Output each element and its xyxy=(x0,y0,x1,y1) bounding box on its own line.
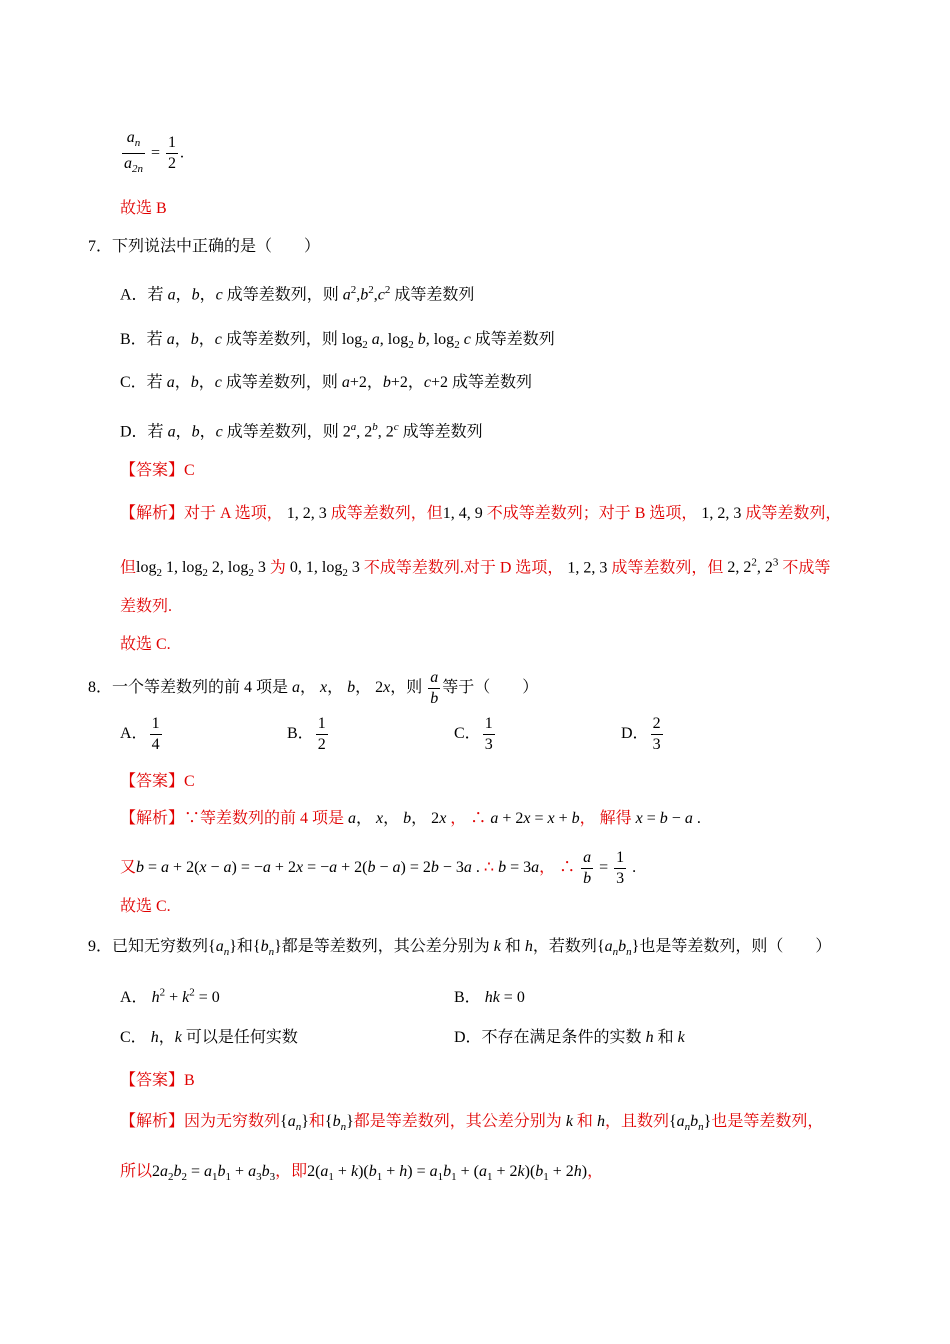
q9-analysis-line1: 【解析】因为无穷数列$\{a_n\}$和$\{b_n\}$都是等差数列，其公差分别为 k 和 h，且数列$\{a_nb_n\}$也是等差数列， xyxy=(120,1113,824,1134)
q8-answer: 【答案】C xyxy=(120,773,195,790)
q7-analysis-line1: 【解析】对于 A 选项， 1, 2, 3 成等差数列，但1, 4, 9 不成等差数列；对于 B 选项， 1, 2, 3 成等差数列， xyxy=(120,505,842,522)
q9-answer: 【答案】B xyxy=(120,1072,195,1089)
q7-option-a: A．若 a，b，c 成等差数列，则 $a^2,b^2,c^2$ 成等差数列 xyxy=(120,284,475,304)
q6-conclusion: 故选 B xyxy=(120,200,167,217)
q8-stem: 8．一个等差数列的前 4 项是 a， x， b， 2x，则 $\frac{a}{b}$ 等于（ ） xyxy=(88,669,539,707)
q8-option-b: B． $\frac{1}{2}$ xyxy=(287,715,326,753)
q9-option-c: C． h，k 可以是任何实数 xyxy=(120,1029,298,1046)
fraction-an-over-a2n: $\frac{a_n}{a_{2n}}$ xyxy=(124,129,143,176)
q8-option-c: C． $\frac{1}{3}$ xyxy=(454,715,493,753)
top-fraction-equation: $\frac{a_n}{a_{2n}}$ = $\frac{1}{2}$ . xyxy=(120,128,184,179)
q7-answer: 【答案】C xyxy=(120,462,195,479)
q9-option-d: D．不存在满足条件的实数 h 和 k xyxy=(454,1029,685,1046)
q7-option-c: C．若 a，b，c 成等差数列，则 a+2，b+2，c+2 成等差数列 xyxy=(120,374,533,391)
q7-option-d: D．若 a，b，c 成等差数列，则 2$^a$, 2$^b$, 2$^c$ 成等差数列 xyxy=(120,421,483,441)
q9-stem: 9．已知无穷数列$\{a_n\}$和$\{b_n\}$都是等差数列，其公差分别为 k 和 h，若数列$\{a_nb_n\}$也是等差数列，则（ ） xyxy=(88,938,832,959)
q9-option-b: B． hk = 0 xyxy=(454,989,525,1006)
q7-conclusion: 故选 C. xyxy=(120,636,171,653)
fraction-one-half: $\frac{1}{2}$ xyxy=(168,134,177,173)
q7-stem: 7．下列说法中正确的是（ ） xyxy=(88,238,321,255)
q8-option-a: A． $\frac{1}{4}$ xyxy=(120,715,160,753)
q8-analysis-line2: 又b = a + 2(x − a) = −a + 2x = −a + 2(b − a) = 2b − 3a . ∴ b = 3a， ∴ $\frac{a}{b}$ = $\frac{1}{3}$ . xyxy=(120,849,637,887)
q8-conclusion: 故选 C. xyxy=(120,898,171,915)
q9-analysis-line2: 所以$2a_2b_2 = a_1b_1 + a_3b_3$，即$2(a_1 + k)(b_1 + h) = a_1b_1 + (a_1 + 2k)(b_1 + 2h)$， xyxy=(120,1163,604,1184)
q7-analysis-line3: 差数列. xyxy=(120,598,173,615)
q7-option-b: B．若 a，b，c 成等差数列，则 $\log_2 a$, $\log_2 b$, $\log_2 c$ 成等差数列 xyxy=(120,331,555,352)
q9-option-a: A． $h^2 + k^2 = 0$ xyxy=(120,986,220,1006)
q8-analysis-line1: 【解析】∵等差数列的前 4 项是 a， x， b， 2x ， ∴ a + 2x = x + b， 解得 x = b − a . xyxy=(120,810,701,827)
q7-analysis-line2: 但$\log_2 1$, $\log_2 2$, $\log_2 3$ 为 0, 1, $\log_2 3$ 不成等差数列.对于 D 选项， 1, 2, 3 成等差数列，但 2, $2^2$, $2^3$ 不成等 xyxy=(120,557,831,580)
q8-option-d: D． $\frac{2}{3}$ xyxy=(621,715,661,753)
